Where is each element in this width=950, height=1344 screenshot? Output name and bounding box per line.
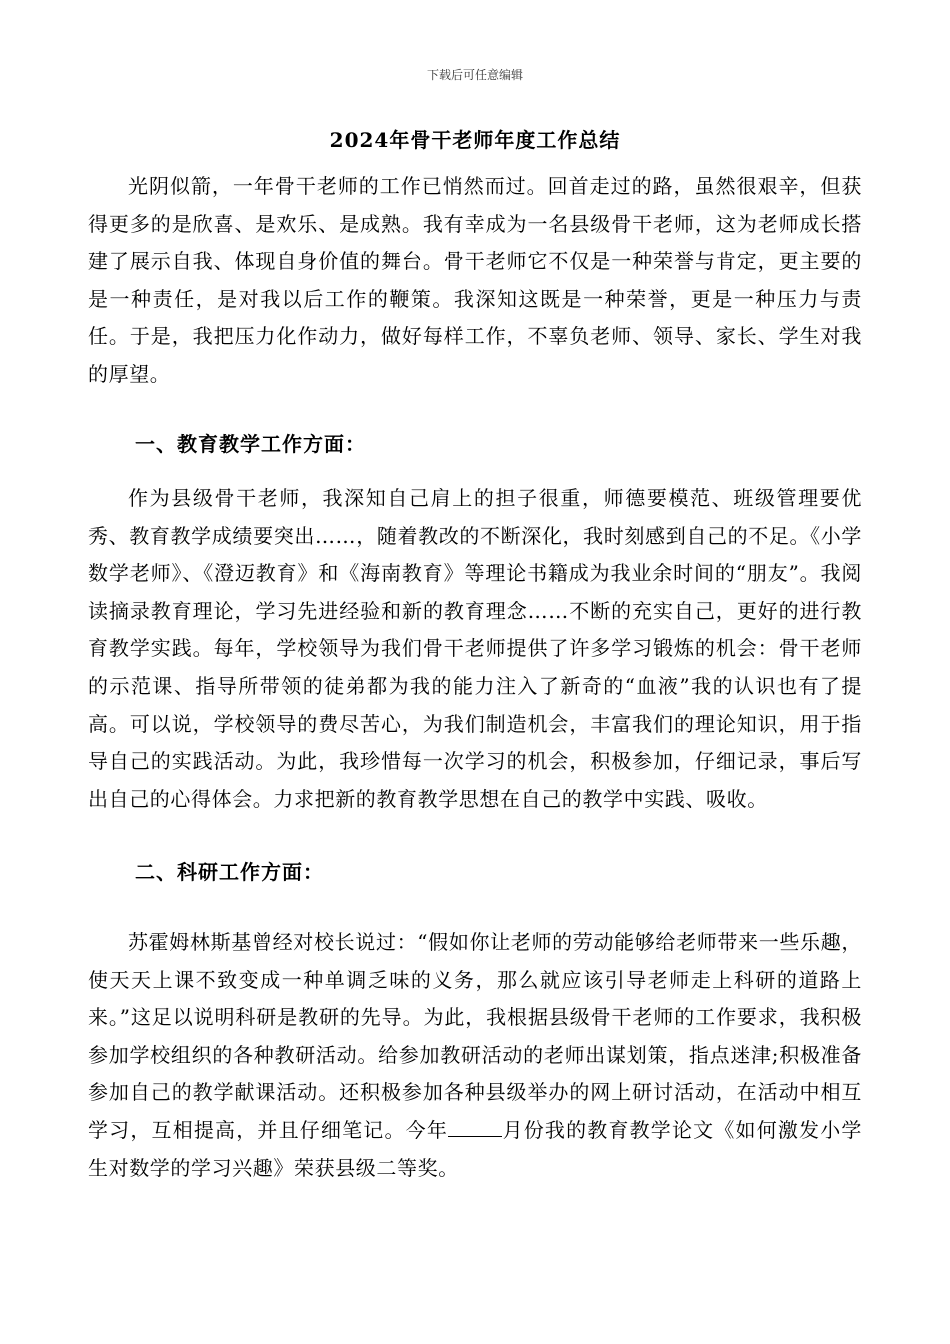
section1-paragraph: 作为县级骨干老师，我深知自己肩上的担子很重，师德要模范、班级管理要优秀、教育教学成绩要突出……，随着教改的不断深化，我时刻感到自己的不足。《小学数学老师》、《澄迈教育》和《海南教育》等理论书籍成为我业余时间的“朋友”。我阅读摘录教育理论，学习先进经验和新的教育理念……不断的充实自己，更好的进行教育教学实践。每年，学校领导为我们骨干老师提供了许多学习锻炼的机会：骨干老师的示范课、指导所带领的徒弟都为我的能力注入了新奇的“血液”我的认识也有了提高。可以说，学校领导的费尽苦心，为我们制造机会，丰富我们的理论知识，用于指导自己的实践活动。为此，我珍惜每一次学习的机会，积极参加，仔细记录，事后写出自己的心得体会。力求把新的教育教学思想在自己的教学中实践、吸收。	[88, 486, 862, 811]
fill-blank	[448, 1116, 502, 1137]
section1-heading: 一、教育教学工作方面：	[135, 432, 366, 456]
section2-text-part2: 月份我的教育教学论文《如何激发小学生对数学的学习兴趣》荣获县级二等奖。	[88, 1117, 862, 1180]
section2-heading: 二、科研工作方面：	[135, 860, 324, 884]
section2-text-part1: 苏霍姆林斯基曾经对校长说过：“假如你让老师的劳动能够给老师带来一些乐趣，使天天上课不致变成一种单调乏味的义务，那么就应该引导老师走上科研的道路上来。”这足以说明科研是教研的先导。为此，我根据县级骨干老师的工作要求，我积极参加学校组织的各种教研活动。给参加教研活动的老师出谋划策，指点迷津;积极准备参加自己的教学献课活动。还积极参加各种县级举办的网上研讨活动，在活动中相互学习，互相提高，并且仔细笔记。今年	[88, 930, 862, 1142]
header-note: 下载后可任意编辑	[426, 68, 523, 82]
document-title: 2024年骨干老师年度工作总结	[329, 128, 621, 152]
intro-paragraph: 光阴似箭，一年骨干老师的工作已悄然而过。回首走过的路，虽然很艰辛，但获得更多的是欣喜、是欢乐、是成熟。我有幸成为一名县级骨干老师，这为老师成长搭建了展示自我、体现自身价值的舞台。骨干老师它不仅是一种荣誉与肯定，更主要的是一种责任，是对我以后工作的鞭策。我深知这既是一种荣誉，更是一种压力与责任。于是，我把压力化作动力，做好每样工作，不辜负老师、领导、家长、学生对我的厚望。	[88, 174, 862, 386]
section2-paragraph	[88, 924, 862, 1187]
